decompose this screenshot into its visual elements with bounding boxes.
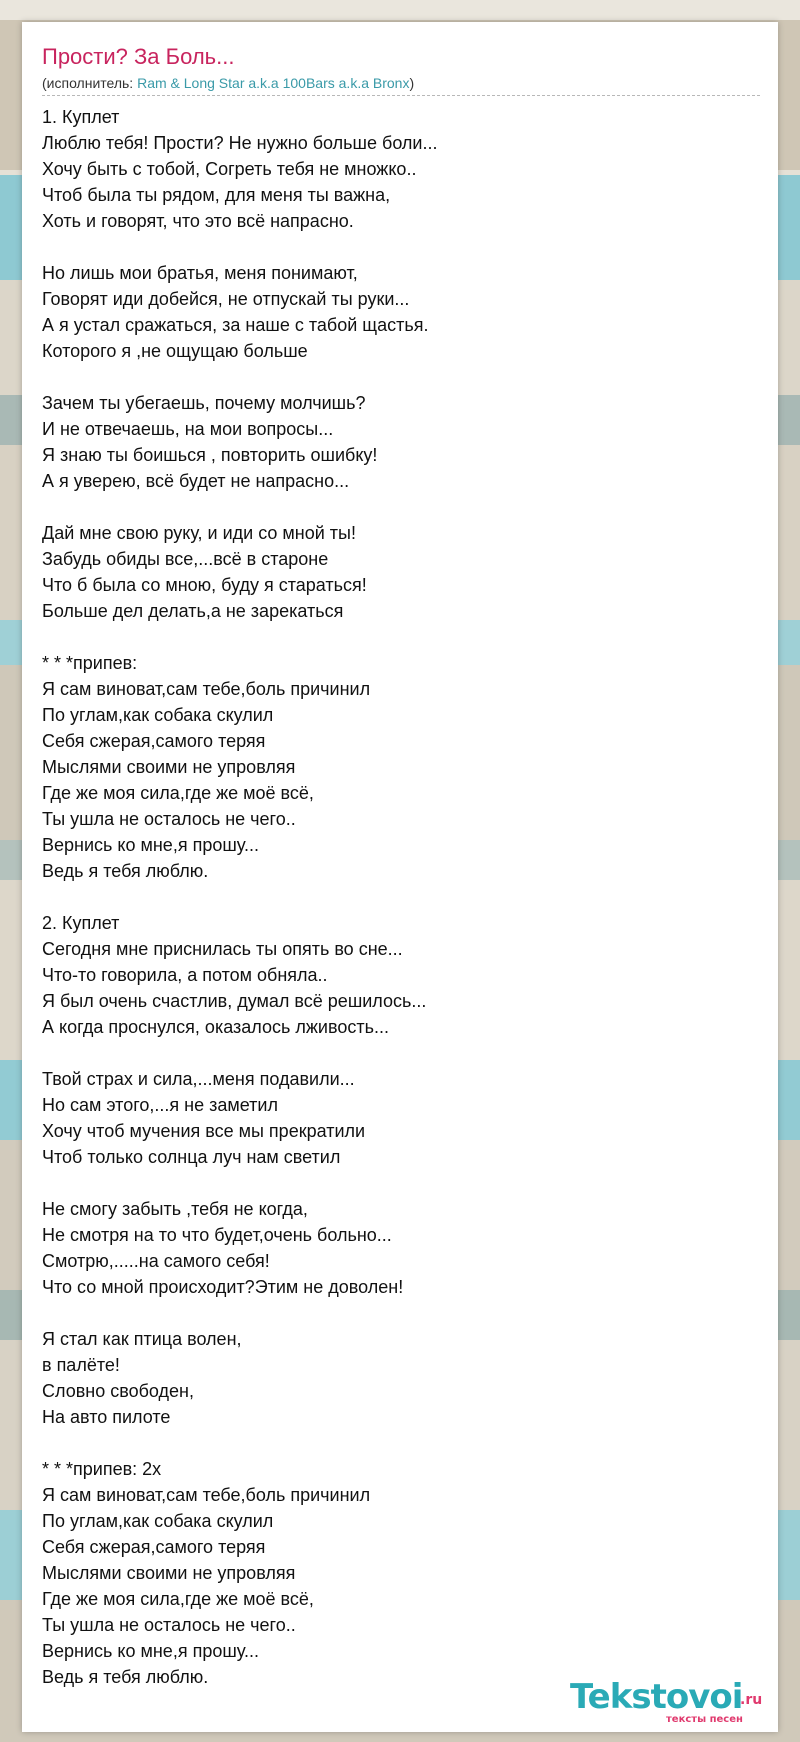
lyrics-line: Ведь я тебя люблю.	[42, 861, 209, 881]
lyrics-line: Я был очень счастлив, думал всё решилось...	[42, 991, 427, 1011]
lyrics-line: Я стал как птица волен,	[42, 1329, 242, 1349]
lyrics-line: Вернись ко мне,я прошу...	[42, 835, 259, 855]
lyrics-blank-line	[42, 494, 758, 520]
lyrics-line: Чтоб была ты рядом, для меня ты важна,	[42, 185, 391, 205]
lyrics-line: Чтоб только солнца луч нам светил	[42, 1147, 341, 1167]
lyrics-line: в палёте!	[42, 1355, 120, 1375]
lyrics-line: Я сам виноват,сам тебе,боль причинил	[42, 1485, 371, 1505]
lyrics-line: Я знаю ты боишься , повторить ошибку!	[42, 445, 378, 465]
performer-link[interactable]: Ram & Long Star a.k.a 100Bars a.k.a Bronx	[137, 75, 410, 91]
lyrics-line: Где же моя сила,где же моё всё,	[42, 1589, 314, 1609]
title-divider	[42, 95, 760, 96]
logo-name: Tekstovoi	[570, 1677, 743, 1717]
lyrics-line: Что-то говорила, а потом обняла..	[42, 965, 328, 985]
lyrics-line: А когда проснулся, оказалось лживость...	[42, 1017, 389, 1037]
lyrics-line: Мыслями своими не упровляя	[42, 757, 296, 777]
lyrics-blank-line	[42, 364, 758, 390]
lyrics-blank-line	[42, 884, 758, 910]
lyrics-line: 2. Куплет	[42, 913, 120, 933]
performer-prefix: (исполнитель:	[42, 75, 138, 91]
lyrics-line: По углам,как собака скулил	[42, 1511, 274, 1531]
lyrics-line: Зачем ты убегаешь, почему молчишь?	[42, 393, 366, 413]
lyrics-line: Не смотря на то что будет,очень больно...	[42, 1225, 392, 1245]
lyrics-line: Но лишь мои братья, меня понимают,	[42, 263, 358, 283]
lyrics-line: * * *припев:	[42, 653, 138, 673]
lyrics-line: Себя сжерая,самого теряя	[42, 731, 266, 751]
lyrics-line: Себя сжерая,самого теряя	[42, 1537, 266, 1557]
lyrics-line: Ты ушла не осталось не чего..	[42, 809, 296, 829]
lyrics-line: Твой страх и сила,...меня подавили...	[42, 1069, 355, 1089]
lyrics-line: Дай мне свою руку, и иди со мной ты!	[42, 523, 356, 543]
lyrics-line: Где же моя сила,где же моё всё,	[42, 783, 314, 803]
lyrics-line: Ведь я тебя люблю.	[42, 1667, 209, 1687]
lyrics-line: Хочу быть с тобой, Согреть тебя не множко..	[42, 159, 417, 179]
logo-tld: .ru	[740, 1692, 763, 1708]
lyrics-blank-line	[42, 234, 758, 260]
performer-suffix: )	[409, 75, 415, 91]
lyrics-text	[42, 104, 758, 1690]
lyrics-blank-line	[42, 1430, 758, 1456]
lyrics-line: А я устал сражаться, за наше с табой щастья.	[42, 315, 429, 335]
lyrics-line: Что со мной происходит?Этим не доволен!	[42, 1277, 404, 1297]
lyrics-blank-line	[42, 624, 758, 650]
lyrics-line: Смотрю,.....на самого себя!	[42, 1251, 270, 1271]
lyrics-line: Которого я ,не ощущаю больше	[42, 341, 308, 361]
lyrics-line: Что б была со мною, буду я стараться!	[42, 575, 367, 595]
lyrics-line: 1. Куплет	[42, 107, 120, 127]
site-logo[interactable]	[570, 1678, 770, 1724]
lyrics-line: Словно свободен,	[42, 1381, 194, 1401]
lyrics-line: Я сам виноват,сам тебе,боль причинил	[42, 679, 371, 699]
lyrics-line: Ты ушла не осталось не чего..	[42, 1615, 296, 1635]
lyrics-line: На авто пилоте	[42, 1407, 171, 1427]
lyrics-line: Больше дел делать,а не зарекаться	[42, 601, 344, 621]
lyrics-line: * * *припев: 2х	[42, 1459, 162, 1479]
lyrics-line: Забудь обиды все,...всё в староне	[42, 549, 329, 569]
lyrics-line: Люблю тебя! Прости? Не нужно больше боли...	[42, 133, 438, 153]
song-title: Прости? За Боль...	[42, 44, 235, 69]
lyrics-line: Хочу чтоб мучения все мы прекратили	[42, 1121, 366, 1141]
lyrics-blank-line	[42, 1040, 758, 1066]
performer-line	[42, 74, 414, 92]
lyrics-blank-line	[42, 1300, 758, 1326]
lyrics-blank-line	[42, 1170, 758, 1196]
lyrics-line: Мыслями своими не упровляя	[42, 1563, 296, 1583]
lyrics-line: Не смогу забыть ,тебя не когда,	[42, 1199, 308, 1219]
lyrics-line: По углам,как собака скулил	[42, 705, 274, 725]
lyrics-line: Говорят иди добейся, не отпускай ты руки...	[42, 289, 410, 309]
lyrics-line: Но сам этого,...я не заметил	[42, 1095, 278, 1115]
lyrics-card	[22, 22, 778, 1732]
lyrics-line: А я уверею, всё будет не напрасно...	[42, 471, 350, 491]
lyrics-line: И не отвечаешь, на мои вопросы...	[42, 419, 334, 439]
lyrics-line: Сегодня мне приснилась ты опять во сне...	[42, 939, 403, 959]
lyrics-line: Вернись ко мне,я прошу...	[42, 1641, 259, 1661]
logo-tagline: тексты песен	[666, 1714, 743, 1725]
lyrics-line: Хоть и говорят, что это всё напрасно.	[42, 211, 354, 231]
